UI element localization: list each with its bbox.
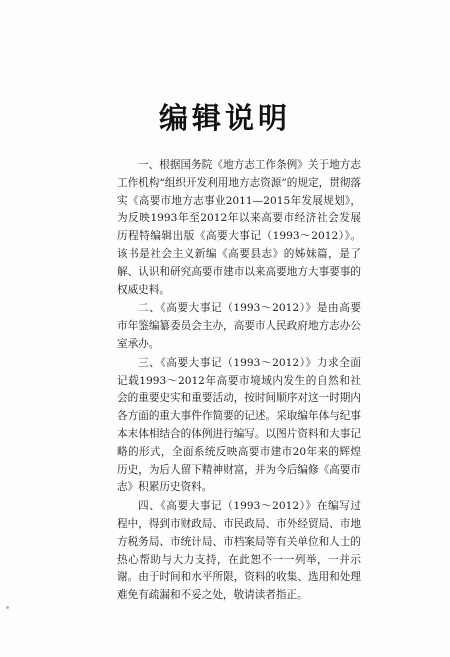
paragraph-4: 四、《高要大事记（1993～2012）》在编写过程中，得到市财政局、市民政局、市外经贸局、市地方税务局、市统计局、市档案局等有关单位和人士的热心帮助与大力支持，在此恕不一一列举，一并示谢。由于时间和水平所限，资料的收集、选用和处理难免有疏漏和不妥之处，敬请读者指正。	[117, 500, 361, 602]
scan-speck	[6, 606, 9, 609]
body-text	[117, 157, 361, 606]
paragraph-3: 三、《高要大事记（1993～2012）》力求全面记载1993～2012年高要市境域内发生的自然和社会的重要史实和重要活动，按时间顺序对这一时期内各方面的重大事件作简要的记述。采取编年体与纪事本末体相结合的体例进行编写。以图片资料和大事记略的形式，全面系统反映高要市建市20年来的辉煌历史，为后人留下精神财富，并为今后编修《高要市志》积累历史资料。	[117, 356, 361, 494]
paragraph-2: 二、《高要大事记（1993～2012）》是由高要市年鉴编纂委员会主办，高要市人民政府地方志办公室承办。	[117, 302, 361, 350]
page-title: 编辑说明	[158, 101, 291, 135]
paragraph-1: 一、根据国务院《地方志工作条例》关于地方志工作机构“组织开发利用地方志资源”的规定，贯彻落实《高要市地方志事业2011—2015年发展规划》，为反映1993年至2012年以来高要市经济社会发展历程特编辑出版《高要大事记（1993～2012）》。该书是社会主义新编《高要县志》的姊妹篇，是了解、认识和研究高要市建市以来高要地方大事要事的权威史料。	[117, 159, 361, 296]
